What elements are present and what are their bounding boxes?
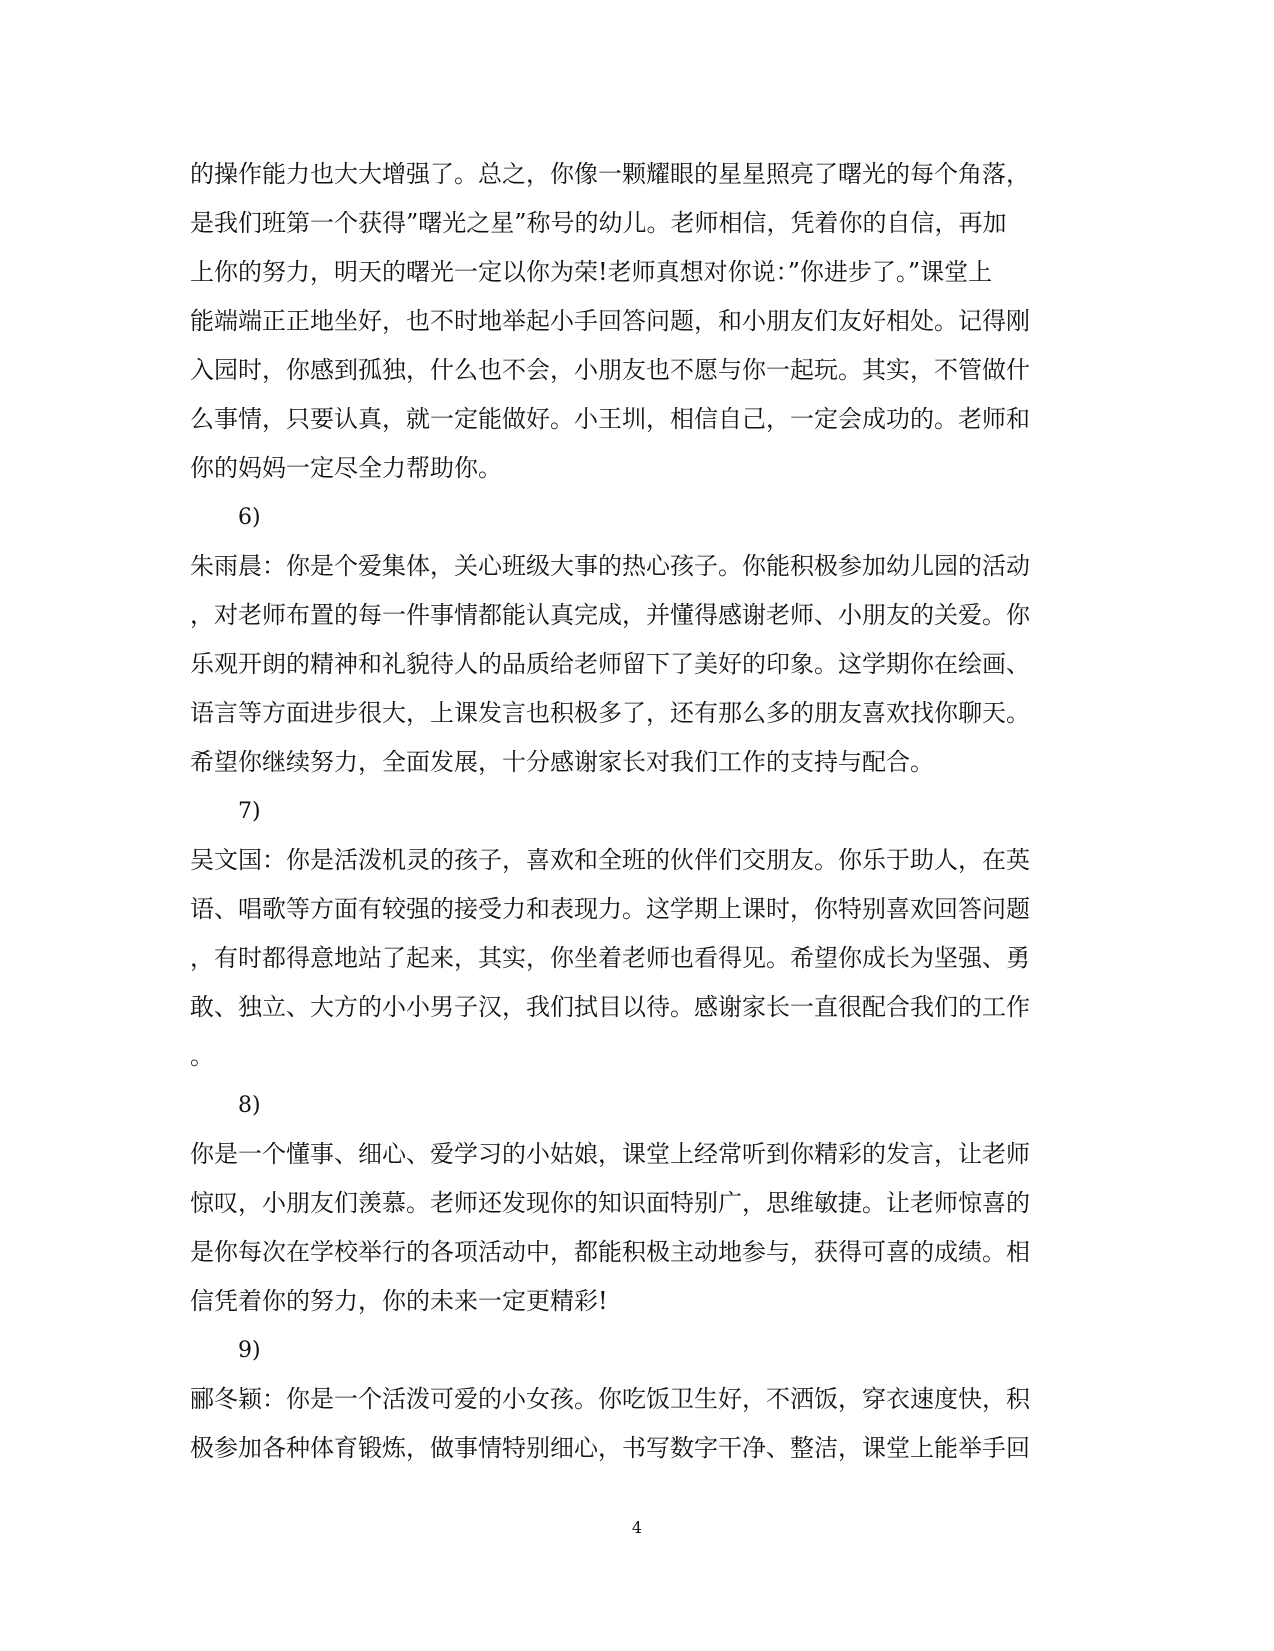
text-line: 。 <box>190 1042 214 1070</box>
item-number: 8) <box>238 1093 261 1118</box>
text-line: 是我们班第一个获得”曙光之星”称号的幼儿。老师相信，凭着你的自信，再加 <box>190 209 1007 237</box>
text-line: 你的妈妈一定尽全力帮助你。 <box>190 454 502 482</box>
text-line: 上你的努力，明天的曙光一定以你为荣!老师真想对你说：”你进步了。”课堂上 <box>190 258 993 286</box>
item-number: 6) <box>238 505 261 530</box>
text-line: 希望你继续努力，全面发展，十分感谢家长对我们工作的支持与配合。 <box>190 748 934 776</box>
text-line: 朱雨晨：你是个爱集体，关心班级大事的热心孩子。你能积极参加幼儿园的活动 <box>190 552 1030 580</box>
text-line: 的操作能力也大大增强了。总之，你像一颗耀眼的星星照亮了曙光的每个角落， <box>190 160 1030 188</box>
text-line: ，有时都得意地站了起来，其实，你坐着老师也看得见。希望你成长为坚强、勇 <box>190 944 1030 972</box>
text-line: 郦冬颖：你是一个活泼可爱的小女孩。你吃饭卫生好，不洒饭，穿衣速度快，积 <box>190 1385 1030 1413</box>
text-line: 是你每次在学校举行的各项活动中，都能积极主动地参与，获得可喜的成绩。相 <box>190 1238 1030 1266</box>
text-line: 敢、独立、大方的小小男子汉，我们拭目以待。感谢家长一直很配合我们的工作 <box>190 993 1030 1021</box>
text-line: 么事情，只要认真，就一定能做好。小王圳，相信自己，一定会成功的。老师和 <box>190 405 1030 433</box>
item-number: 7) <box>238 799 261 824</box>
item-number: 9) <box>238 1338 261 1363</box>
text-line: 信凭着你的努力，你的未来一定更精彩! <box>190 1287 608 1315</box>
text-line: 入园时，你感到孤独，什么也不会，小朋友也不愿与你一起玩。其实，不管做什 <box>190 356 1030 384</box>
text-line: 语言等方面进步很大，上课发言也积极多了，还有那么多的朋友喜欢找你聊天。 <box>190 699 1030 727</box>
text-line: 你是一个懂事、细心、爱学习的小姑娘，课堂上经常听到你精彩的发言，让老师 <box>190 1140 1030 1168</box>
text-line: ，对老师布置的每一件事情都能认真完成，并懂得感谢老师、小朋友的关爱。你 <box>190 601 1030 629</box>
text-line: 惊叹，小朋友们羡慕。老师还发现你的知识面特别广，思维敏捷。让老师惊喜的 <box>190 1189 1030 1217</box>
text-line: 语、唱歌等方面有较强的接受力和表现力。这学期上课时，你特别喜欢回答问题 <box>190 895 1030 923</box>
text-line: 能端端正正地坐好，也不时地举起小手回答问题，和小朋友们友好相处。记得刚 <box>190 307 1030 335</box>
text-line: 极参加各种体育锻炼，做事情特别细心，书写数字干净、整洁，课堂上能举手回 <box>190 1434 1030 1462</box>
text-line: 乐观开朗的精神和礼貌待人的品质给老师留下了美好的印象。这学期你在绘画、 <box>190 650 1030 678</box>
page-body <box>190 150 1080 1473</box>
text-line: 吴文国：你是活泼机灵的孩子，喜欢和全班的伙伴们交朋友。你乐于助人，在英 <box>190 846 1030 874</box>
page-number: 4 <box>631 1518 643 1537</box>
